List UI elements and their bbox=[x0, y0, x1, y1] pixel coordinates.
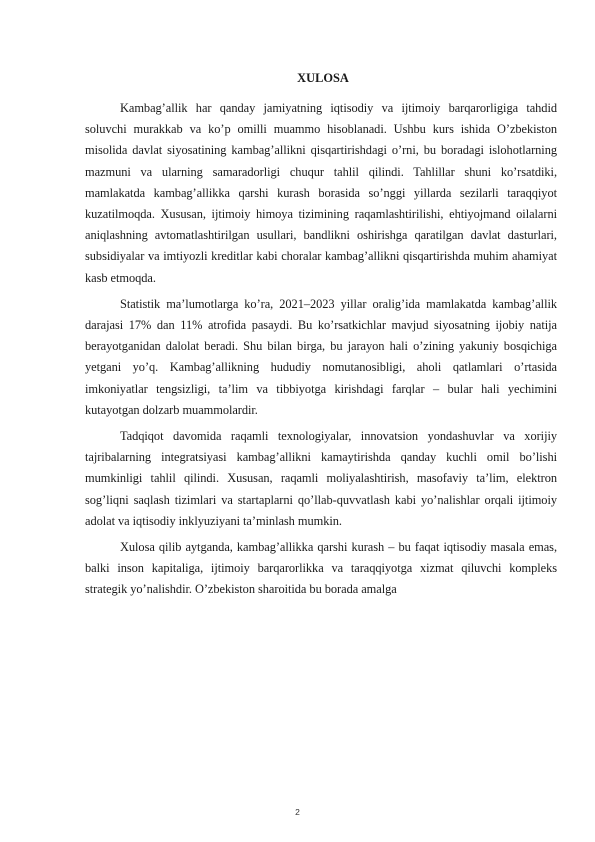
page-number: 2 bbox=[295, 807, 300, 817]
page-content bbox=[85, 70, 557, 606]
paragraph-4: Xulosa qilib aytganda, kambag’allikka qarshi kurash – bu faqat iqtisodiy masala emas, balki inson kapitaliga, ijtimoiy barqarorlikka va taraqqiyotga xizmat qiluvchi kompleks strategik yo’nalishdir. O’zbekiston sharoitida bu borada amalga bbox=[85, 540, 557, 597]
paragraph-2: Statistik ma’lumotlarga ko’ra, 2021–2023 yillar oralig’ida mamlakatda kambag’allik darajasi 17% dan 11% atrofida pasaydi. Bu ko’rsatkichlar mavjud siyosatning ijobiy natija berayotganidan dalolat beradi. Shu bilan birga, bu jarayon hali o’zining yakuniy bosqichiga yetgani yo’q. Kambag’allikning hududiy nomutanosibligi, aholi qatlamlari o’rtasida imkoniyatlar tengsizligi, ta’lim va tibbiyotga kirishdagi farqlar – bular hali yechimini kutayotgan dolzarb muammolardir. bbox=[85, 296, 557, 417]
section-title: XULOSA bbox=[297, 71, 349, 85]
paragraph-1: Kambag’allik har qanday jamiyatning iqtisodiy va ijtimoiy barqarorligiga tahdid soluvchi murakkab va ko’p omilli muammo hisoblanadi. Ushbu kurs ishida O’zbekiston misolida davlat siyosatining kambag’allikni qisqartirishdagi o’rni, bu boradagi islohotlarning mazmuni va ularning samaradorligi chuqur tahlil qilindi. Tahlillar shuni ko’rsatdiki, mamlakatda kambag’allikka qarshi kurash borasida so’nggi yillarda sezilarli taraqqiyot kuzatilmoqda. Xususan, ijtimoiy himoya tizimining raqamlashtirilishi, ehtiyojmand oilalarni aniqlashning avtomatlashtirilgan usullari, bandlikni oshirishga qaratilgan davlat dasturlari, subsidiyalar va imtiyozli kreditlar kabi choralar kambag’allikni qisqartirishda muhim ahamiyat kasb etmoqda. bbox=[85, 101, 557, 285]
paragraph-3: Tadqiqot davomida raqamli texnologiyalar, innovatsion yondashuvlar va xorijiy tajribalarning integratsiyasi kambag’allikni kamaytirishda qanday kuchli omil bo’lishi mumkinligi tahlil qilindi. Xususan, raqamli moliyalashtirish, masofaviy ta’lim, elektron sog’liqni saqlash tizimlari va startaplarni qo’llab-quvvatlash kabi yo’nalishlar orqali ijtimoiy adolat va iqtisodiy inklyuziyani ta’minlash mumkin. bbox=[85, 429, 557, 528]
